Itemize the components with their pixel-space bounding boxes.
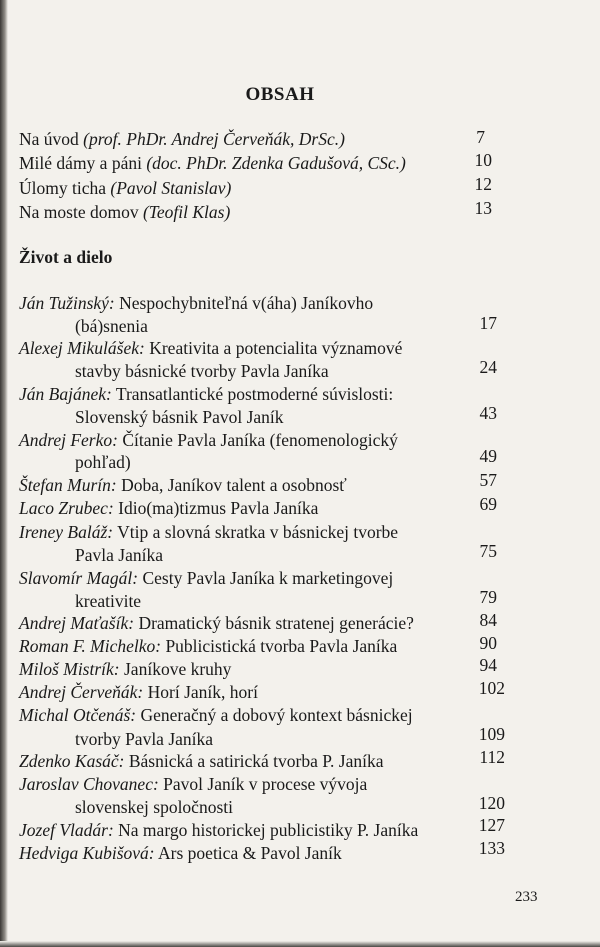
entry-author: (Teofil Klas) (142, 202, 231, 222)
entry-author: Slavomír Magál: (19, 568, 139, 588)
entry-page: 79 (479, 587, 497, 607)
entry-author: Ján Bajánek: (19, 384, 112, 404)
entry-author: Andrej Maťašík: (19, 613, 135, 633)
entry-continuation: pohľad) (75, 452, 131, 472)
entry-title: Generačný a dobový kontext básnickej (140, 705, 413, 725)
entry-page: 112 (479, 747, 505, 767)
entry-title: Ars poetica & Pavol Janík (158, 843, 342, 863)
entry-continuation: (bá)snenia (75, 316, 148, 336)
toc-entry (19, 293, 373, 313)
entry-continuation: Slovenský básnik Pavol Janík (75, 407, 284, 427)
book-binding-shadow (0, 0, 8, 947)
entry-author: Štefan Murín: (19, 475, 117, 495)
entry-page: 75 (479, 541, 497, 561)
entry-author: Miloš Mistrík: (19, 659, 120, 679)
page-bottom-edge (0, 941, 600, 947)
entry-author: Hedviga Kubišová: (19, 843, 155, 863)
entry-author: Andrej Červeňák: (19, 682, 144, 702)
entry-continuation: kreativite (75, 591, 142, 611)
entry-page: 7 (476, 127, 485, 147)
toc-entry (19, 682, 258, 702)
toc-entry (19, 774, 367, 794)
entry-continuation: Pavla Janíka (75, 545, 163, 565)
entry-page: 43 (479, 403, 497, 423)
toc-entry (19, 613, 414, 633)
entry-title: Milé dámy a páni (19, 153, 142, 173)
entry-page: 84 (479, 610, 497, 630)
entry-title: Transatlantické postmoderné súvislosti: (115, 384, 394, 404)
toc-entry (19, 659, 231, 679)
entry-page: 49 (479, 446, 497, 466)
entry-page: 17 (479, 313, 497, 333)
entry-title: Na úvod (19, 129, 79, 149)
entry-title: Na moste domov (19, 202, 139, 222)
toc-entry (19, 430, 398, 450)
entry-title: Nespochybniteľná v(áha) Janíkovho (119, 293, 374, 313)
entry-author: Roman F. Michelko: (19, 636, 162, 656)
page-number: 233 (515, 889, 538, 905)
entry-continuation: tvorby Pavla Janíka (75, 729, 214, 749)
entry-page: 127 (478, 815, 505, 835)
entry-title: Idio(ma)tizmus Pavla Janíka (118, 498, 319, 518)
entry-title: Publicistická tvorba Pavla Janíka (165, 636, 398, 656)
entry-author: Michal Otčenáš: (19, 705, 137, 725)
entry-title: Úlomy ticha (19, 178, 106, 198)
entry-page: 24 (479, 357, 497, 377)
entry-page: 13 (474, 198, 492, 218)
entry-title: Na margo historickej publicistiky P. Janíka (118, 820, 419, 840)
entry-page: 10 (474, 150, 492, 170)
toc-entry (19, 475, 347, 495)
entry-continuation: slovenskej spoločnosti (75, 797, 233, 817)
entry-author: (prof. PhDr. Andrej Červeňák, DrSc.) (83, 129, 345, 149)
entry-page: 12 (474, 174, 492, 194)
entry-author: Andrej Ferko: (19, 430, 118, 450)
entry-page: 133 (478, 838, 505, 858)
toc-entry (19, 522, 398, 542)
toc-entry (19, 202, 230, 222)
toc-entry (19, 568, 393, 588)
entry-title: Čítanie Pavla Janíka (fenomenologický (122, 430, 398, 450)
entry-author: Ireney Baláž: (19, 522, 114, 542)
toc-entry (19, 338, 402, 358)
toc-entry (19, 636, 397, 656)
entry-author: Jozef Vladár: (19, 820, 114, 840)
entry-page: 109 (478, 724, 505, 744)
entry-title: Kreativita a potencialita významové (149, 338, 403, 358)
entry-title: Dramatický básnik stratenej generácie? (138, 613, 414, 633)
toc-entry (19, 129, 345, 149)
entry-title: Cesty Pavla Janíka k marketingovej (142, 568, 394, 588)
entry-title: Horí Janík, horí (147, 682, 258, 702)
entry-title: Básnická a satirická tvorba P. Janíka (128, 751, 384, 771)
entry-page: 120 (478, 793, 505, 813)
entry-page: 102 (478, 678, 505, 698)
entry-continuation: stavby básnické tvorby Pavla Janíka (75, 361, 329, 381)
page-title: OBSAH (245, 84, 315, 105)
entry-title: Doba, Janíkov talent a osobnosť (121, 475, 347, 495)
entry-author: Jaroslav Chovanec: (19, 774, 159, 794)
entry-author: Ján Tužinský: (19, 293, 115, 313)
entry-page: 69 (479, 494, 497, 514)
toc-entry (19, 498, 318, 518)
entry-page: 90 (479, 633, 497, 653)
entry-author: Zdenko Kasáč: (19, 751, 125, 771)
toc-entry (19, 705, 413, 725)
toc-entry (19, 843, 342, 863)
section-heading: Život a dielo (19, 247, 113, 267)
entry-page: 94 (479, 655, 497, 675)
entry-page: 57 (479, 470, 497, 490)
toc-entry (19, 153, 406, 173)
entry-title: Vtip a slovná skratka v básnickej tvorbe (117, 522, 399, 542)
toc-entry (19, 751, 384, 771)
entry-title: Janíkove kruhy (124, 659, 232, 679)
toc-entry (19, 820, 418, 840)
entry-title: Pavol Janík v procese vývoja (163, 774, 368, 794)
toc-entry (19, 178, 231, 198)
entry-author: (Pavol Stanislav) (110, 178, 232, 198)
toc-entry (19, 384, 393, 404)
entry-author: Laco Zrubec: (19, 498, 114, 518)
entry-author: (doc. PhDr. Zdenka Gadušová, CSc.) (146, 153, 406, 173)
entry-author: Alexej Mikulášek: (19, 338, 145, 358)
